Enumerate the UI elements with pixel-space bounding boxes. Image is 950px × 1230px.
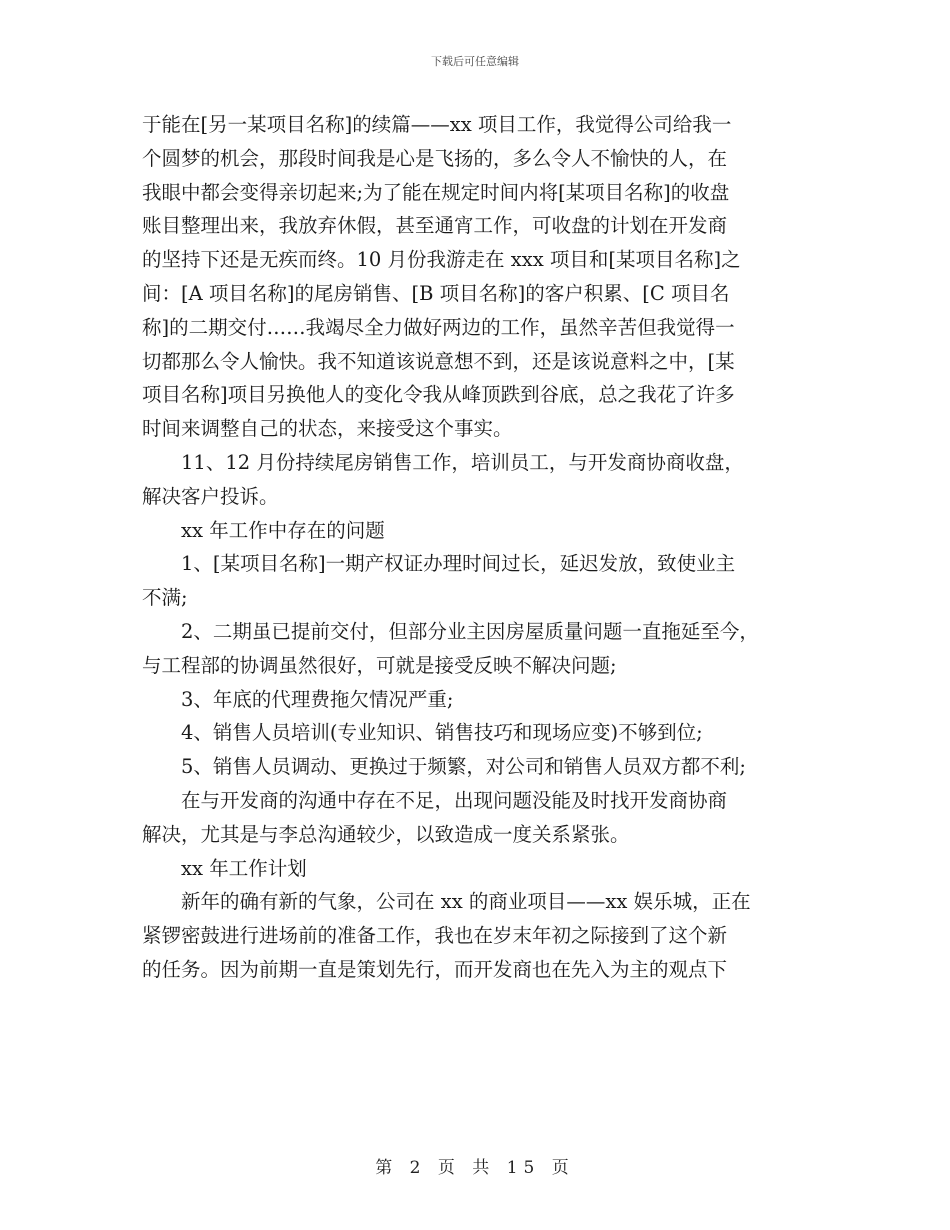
section-heading-plan: xx 年工作计划 [142, 856, 307, 880]
text-line: 新年的确有新的气象，公司在 xx 的商业项目——xx 娱乐城，正在 [142, 890, 751, 914]
text-line: 5、销售人员调动、更换过于频繁，对公司和销售人员双方都不利; [142, 755, 746, 779]
text-line: 不满; [142, 586, 188, 610]
text-line: 间：[A 项目名称]的尾房销售、[B 项目名称]的客户积累、[C 项目名 [142, 281, 730, 305]
text-line: 3、年底的代理费拖欠情况严重; [142, 687, 454, 711]
document-body [142, 108, 832, 987]
text-line: 紧锣密鼓进行进场前的准备工作，我也在岁末年初之际接到了这个新 [142, 924, 728, 948]
text-line: 1、[某项目名称]一期产权证办理时间过长，延迟发放，致使业主 [142, 552, 736, 576]
text-line: 账目整理出来，我放弃休假，甚至通宵工作，可收盘的计划在开发商 [142, 214, 728, 238]
page-number-footer: 第 2 页 共 15 页 [375, 1158, 575, 1178]
text-line: 称]的二期交付……我竭尽全力做好两边的工作，虽然辛苦但我觉得一 [142, 315, 735, 339]
text-line: 11、12 月份持续尾房销售工作，培训员工，与开发商协商收盘， [142, 450, 744, 474]
text-line: 2、二期虽已提前交付，但部分业主因房屋质量问题一直拖延至今， [142, 619, 759, 643]
text-line: 我眼中都会变得亲切起来;为了能在规定时间内将[某项目名称]的收盘 [142, 180, 730, 204]
text-line: 4、销售人员培训(专业知识、销售技巧和现场应变)不够到位; [142, 721, 703, 745]
body-text [142, 108, 832, 987]
text-line: 时间来调整自己的状态，来接受这个事实。 [142, 417, 513, 441]
text-line: 与工程部的协调虽然很好，可就是接受反映不解决问题; [142, 653, 617, 677]
text-line: 解决，尤其是与李总沟通较少，以致造成一度关系紧张。 [142, 822, 630, 846]
text-line: 切都那么令人愉快。我不知道该说意想不到，还是该说意料之中，[某 [142, 349, 735, 373]
text-line: 项目名称]项目另换他人的变化令我从峰顶跌到谷底，总之我花了许多 [142, 383, 735, 407]
text-line: 的任务。因为前期一直是策划先行，而开发商也在先入为主的观点下 [142, 957, 728, 981]
page-header-note: 下载后可任意编辑 [431, 55, 519, 68]
text-line: 的坚持下还是无疾而终。10 月份我游走在 xxx 项目和[某项目名称]之 [142, 248, 741, 272]
text-line: 个圆梦的机会，那段时间我是心是飞扬的，多么令人不愉快的人，在 [142, 146, 728, 170]
section-heading-problems: xx 年工作中存在的问题 [142, 518, 385, 542]
text-line: 在与开发商的沟通中存在不足，出现问题没能及时找开发商协商 [142, 788, 728, 812]
text-line: 于能在[另一某项目名称]的续篇——xx 项目工作，我觉得公司给我一 [142, 113, 732, 136]
text-line: 解决客户投诉。 [142, 484, 279, 508]
